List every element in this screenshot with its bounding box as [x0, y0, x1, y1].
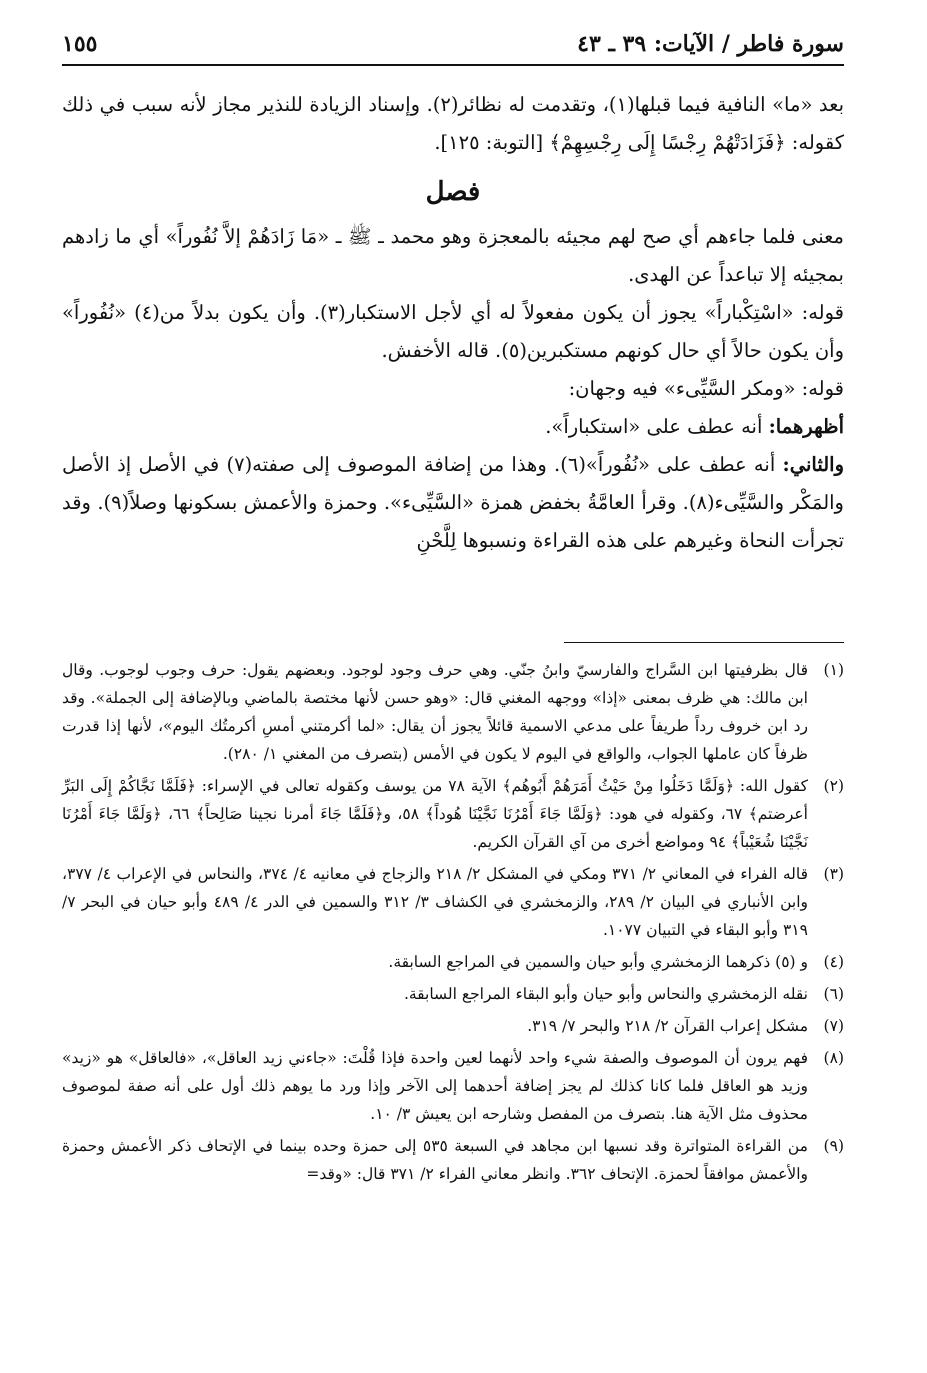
- running-title: سورة فاطر / الآيات: ٣٩ ـ ٤٣: [577, 31, 844, 57]
- paragraph-6: [62, 446, 844, 560]
- footnote-text: نقله الزمخشري والنحاس وأبو حيان وأبو البقاء المراجع السابقة.: [403, 985, 808, 1003]
- footnote-text: كقول الله: ﴿وَلَمَّا دَخَلُوا مِنْ حَيْثُ أَمَرَهُمْ أَبُوهُم﴾ الآية ٧٨ من يوسف وكقوله تعالى في الإسراء: ﴿فَلَمَّا نَجَّاكُمْ إِلَى البَرِّ أعرضتم﴾ ٦٧، وكقوله في هود: ﴿وَلَمَّا جَاءَ أَمْرُنَا نَجَّيْنَا هُوداً﴾ ٥٨، و﴿فَلَمَّا جَاءَ أمرنا نجينا صَالِحاً﴾ ٦٦، ﴿وَلَمَّا جَاءَ أَمْرُنَا نَجَّيْنَا شُعَيْباً﴾ ٩٤ ومواضع أخرى من آي القرآن الكريم.: [62, 777, 808, 851]
- footnote-text: قاله الفراء في المعاني ٢/ ٣٧١ ومكي في المشكل ٢/ ٢١٨ والزجاج في معانيه ٤/ ٣٧٤، والنحاس في الإعراب ٤/ ٣٧٧، وابن الأنباري في البيان ٢/ ٢٨٩، والزمخشري في الكشاف ٣/ ٣١٢ والسمين في الدر ٤/ ٤٨٩ وأبو حيان في البحر ٧/ ٣١٩ وأبو البقاء في التبيان ١٠٧٧.: [62, 865, 809, 939]
- footnote-number: (٨): [823, 1049, 844, 1067]
- footnote-number: (٣): [823, 865, 844, 883]
- paragraph-3: قوله: «اسْتِكْباراً» يجوز أن يكون مفعولاً له أي لأجل الاستكبار(٣). وأن يكون بدلاً من(٤) «نُفُوراً» وأن يكون حالاً أي حال كونهم مستكبرين(٥). قاله الأخفش.: [62, 301, 844, 362]
- paragraph-4: قوله: «ومكر السَّيِّىء» فيه وجهان:: [568, 377, 844, 400]
- footnote-8: [62, 1044, 844, 1128]
- footnote-text: قال بظرفيتها ابن السَّراج والفارسيّ وابنُ جنّي. وهي حرف وجود لوجود. وبعضهم يقول: حرف وجوب لوجوب. وقال ابن مالك: هي ظرف بمعنى «إذا» ووجهه المغني قال: «وهو حسن لأنها مختصة بالماضي وبالإضافة إلى الجملة». وقد رد ابن خروف رداً طريفاً على مدعي الاسمية قائلاً يجوز أن يقال: «لما أكرمتني أمسِ أكرمتُك اليوم»، لأنها إذا قدرت ظرفاً كان عاملها الجواب، والواقع في اليوم لا يكون في الأمس (بتصرف من المغني ١/ ٢٨٠).: [62, 661, 808, 763]
- footnote-number: (١): [823, 661, 844, 679]
- section-title: فصل: [425, 177, 481, 207]
- paragraph-6-text: أنه عطف على «نُفُوراً»(٦). وهذا من إضافة الموصوف إلى صفته(٧) في الأصل إذ الأصل والمَكْر والسَّيِّىء(٨). وقرأ العامَّةُ بخفض همزة «السَّيِّىء». وحمزة والأعمش بسكونها وصلاً(٩). وقد تجرأت النحاة وغيرهم على هذه القراءة ونسبوها لِلَّحْنِ: [62, 453, 844, 552]
- footnote-6: [62, 980, 844, 1008]
- main-text: [62, 86, 844, 560]
- footnote-text: فهم يرون أن الموصوف والصفة شيء واحد لأنهما لعين واحدة فإذا قُلْتَ: «جاءني زيد العاقل»، «فالعاقل» هو «زيد» وزيد هو العاقل فلما كانا كذلك لم يجز إضافة أحدهما إلى الآخر وإذا ورد ما يوهم ذلك أول على أنه صفة لموصوف محذوف مثل الآية هنا. بتصرف من المفصل وشارحه ابن يعيش ٣/ ١٠.: [62, 1049, 808, 1123]
- footnote-4: [62, 948, 844, 976]
- paragraph-2: معنى فلما جاءهم أي صح لهم مجيئه بالمعجزة وهو محمد ـ ﷺ ـ «مَا زَادَهُمْ إلاَّ نُفُوراً» أي ما زادهم بمجيئه إلا تباعداً عن الهدى.: [62, 225, 844, 286]
- footnote-9: [62, 1132, 844, 1188]
- paragraph-5: [62, 408, 844, 446]
- page-number: ١٥٥: [62, 31, 98, 57]
- footnote-number: (٢): [823, 777, 844, 795]
- footnote-text: من القراءة المتواترة وقد نسبها ابن مجاهد في السبعة ٥٣٥ إلى حمزة وحده بينما في الإتحاف ذكر الأعمش وحمزة والأعمش موافقاً لحمزة. الإتحاف ٣٦٢. وانظر معاني الفراء ٢/ ٣٧١ قال: «وقد=: [62, 1137, 808, 1183]
- paragraph-5-label: أظهرهما:: [768, 415, 844, 438]
- paragraph-6-label: والثاني:: [782, 453, 844, 476]
- footnote-number: (٦): [823, 985, 844, 1003]
- footnote-3: [62, 860, 844, 944]
- footnotes: [62, 656, 844, 1192]
- footnote-number: (٩): [823, 1137, 844, 1155]
- page-header: [62, 24, 844, 66]
- footnote-2: [62, 772, 844, 856]
- paragraph-1: بعد «ما» النافية فيما قبلها(١)، وتقدمت له نظائر(٢). وإسناد الزيادة للنذير مجاز لأنه سبب في ذلك كقوله: ﴿فَزَادَتْهُمْ رِجْسًا إِلَى رِجْسِهِمْ﴾ [التوبة: ١٢٥].: [62, 93, 844, 154]
- footnote-number: (٤): [823, 953, 844, 971]
- footnote-number: (٧): [823, 1017, 844, 1035]
- paragraph-5-text: أنه عطف على «استكباراً».: [545, 415, 769, 438]
- footnote-1: [62, 656, 844, 768]
- book-page: [62, 24, 844, 1354]
- footnote-text: و (٥) ذكرهما الزمخشري وأبو حيان والسمين في المراجع السابقة.: [388, 953, 808, 971]
- footnote-text: مشكل إعراب القرآن ٢/ ٢١٨ والبحر ٧/ ٣١٩.: [527, 1017, 808, 1035]
- footnotes-divider: [564, 642, 844, 643]
- footnote-7: [62, 1012, 844, 1040]
